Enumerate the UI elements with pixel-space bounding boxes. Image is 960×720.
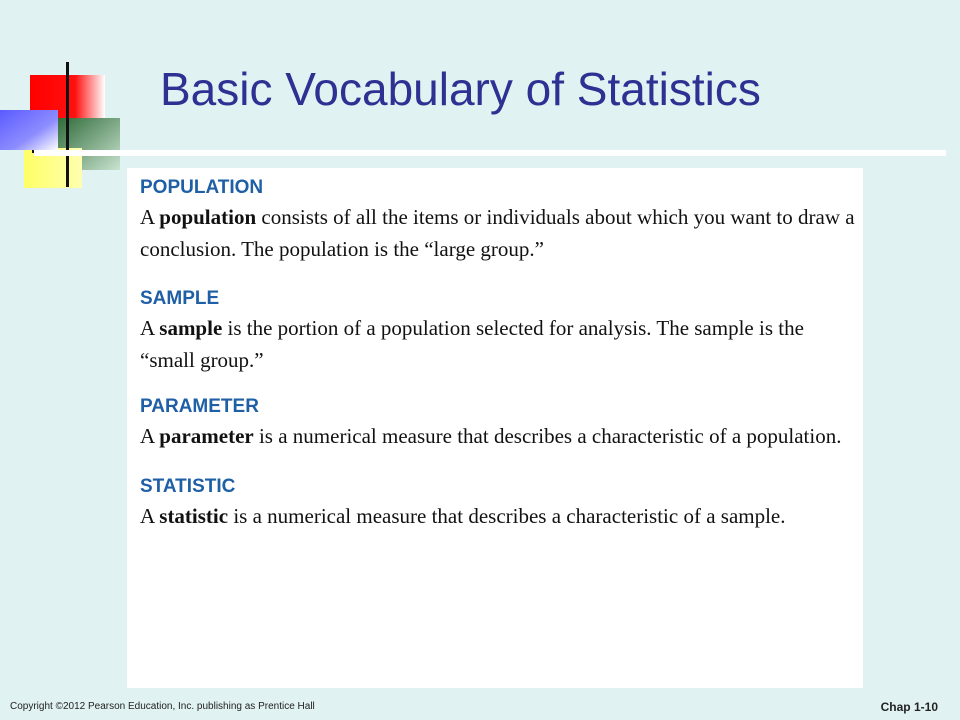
logo-blue-square (0, 110, 58, 150)
logo-vertical-bar (66, 62, 69, 187)
term-statistic: STATISTIC (140, 475, 236, 497)
chapter-page-number: Chap 1-10 (880, 700, 938, 714)
definition-sample: A sample is the portion of a population selected for analysis. The sample is the “small group.” (140, 316, 804, 372)
definitions-panel (127, 168, 863, 688)
term-parameter: PARAMETER (140, 396, 259, 417)
copyright-footer: Copyright ©2012 Pearson Education, Inc. publishing as Prentice Hall (10, 701, 315, 712)
term-sample: SAMPLE (140, 288, 220, 309)
title-underline (34, 150, 946, 156)
slide-title: Basic Vocabulary of Statistics (160, 63, 761, 115)
term-population: POPULATION (140, 177, 264, 198)
definition-population: A population consists of all the items or individuals about which you want to draw a conclusion. The population is the “large group.” (140, 205, 855, 261)
definitions-list (140, 174, 860, 532)
definition-statistic: A statistic is a numerical measure that describes a characteristic of a sample. (140, 503, 786, 528)
decorative-squares-logo (0, 60, 130, 190)
definition-parameter: A parameter is a numerical measure that describes a characteristic of a population. (140, 424, 842, 448)
